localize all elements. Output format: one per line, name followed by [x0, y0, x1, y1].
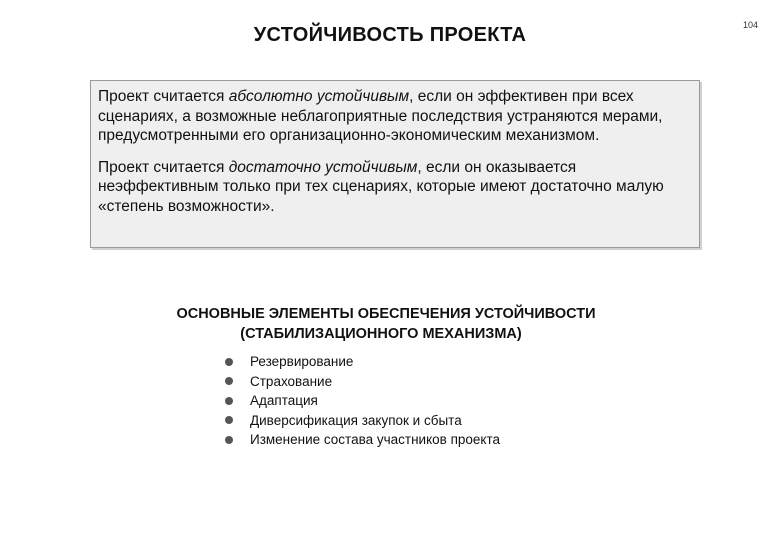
list-item-label: Адаптация [250, 393, 318, 408]
definition-sufficient-term: достаточно устойчивым [228, 158, 418, 176]
list-item-label: Резервирование [250, 354, 354, 369]
definition-absolute-term: абсолютно устойчивым [228, 88, 410, 105]
bullet-icon [225, 358, 233, 366]
definition-box [90, 80, 700, 248]
bullet-icon [225, 436, 233, 444]
definition-absolute-after: , если он эффективен при всех сценариях, а возможные неблагоприятные последствия устраняются мерами, предусмотренными его организационно-экономическим механизмом. [98, 88, 663, 144]
page-title [0, 24, 780, 47]
section-heading-line1: ОСНОВНЫЕ ЭЛЕМЕНТЫ ОБЕСПЕЧЕНИЯ УСТОЙЧИВОСТИ [176, 306, 596, 322]
list-item [225, 430, 500, 450]
list-item [225, 411, 500, 431]
bullet-icon [225, 397, 233, 405]
section-heading-line2: (СТАБИЛИЗАЦИОННОГО МЕХАНИЗМА) [240, 326, 522, 342]
elements-list [225, 352, 500, 450]
definition-absolute-before: Проект считается [98, 88, 229, 105]
definition-sufficient-after: , если он оказывается неэффективным только при тех сценариях, которые имеют достаточно малую «степень возможности». [98, 158, 664, 215]
bullet-icon [225, 377, 233, 385]
list-item [225, 352, 500, 372]
section-heading [0, 304, 780, 344]
definition-sufficient [98, 158, 691, 217]
bullet-icon [225, 416, 233, 424]
list-item [225, 391, 500, 411]
page-number: 104 [742, 20, 758, 30]
list-item-label: Страхование [250, 373, 333, 389]
list-item-label: Диверсификация закупок и сбыта [250, 412, 462, 428]
list-item-label: Изменение состава участников проекта [250, 432, 501, 447]
definition-sufficient-before: Проект считается [98, 158, 229, 176]
list-item [225, 372, 500, 392]
page-title-text: УСТОЙЧИВОСТЬ ПРОЕКТА [253, 24, 527, 46]
definition-absolute [98, 87, 691, 146]
